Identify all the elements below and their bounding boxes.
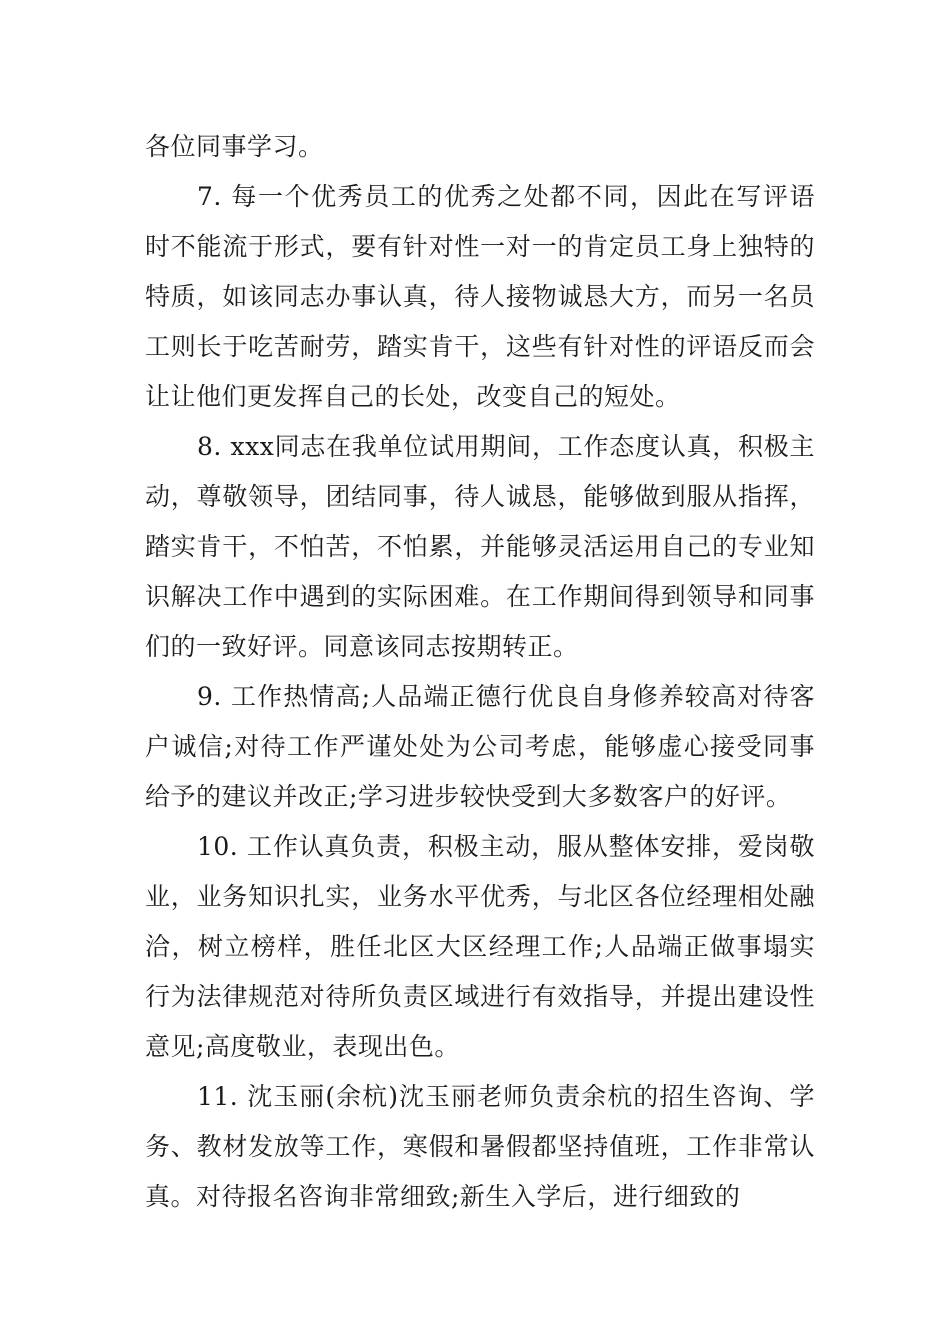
paragraph-item-8: 8. xxx同志在我单位试用期间，工作态度认真，积极主动，尊敬领导，团结同事，待人诚恳，能够做到服从指挥，踏实肯干，不怕苦，不怕累，并能够灵活运用自己的专业知识解决工作中遇到的实际困难。在工作期间得到领导和同事们的一致好评。同意该同志按期转正。 xyxy=(145,432,815,661)
paragraph-item-9: 9. 工作热情高;人品端正德行优良自身修养较高对待客户诚信;对待工作严谨处处为公司考虑，能够虚心接受同事给予的建议并改正;学习进步较快受到大多数客户的好评。 xyxy=(145,682,815,811)
paragraph-item-7: 7. 每一个优秀员工的优秀之处都不同，因此在写评语时不能流于形式，要有针对性一对一的肯定员工身上独特的特质，如该同志办事认真，待人接物诚恳大方，而另一名员工则长于吃苦耐劳，踏实肯干，这些有针对性的评语反而会让让他们更发挥自己的长处，改变自己的短处。 xyxy=(145,182,815,411)
paragraph-item-11: 11. 沈玉丽(余杭)沈玉丽老师负责余杭的招生咨询、学务、教材发放等工作，寒假和暑假都坚持值班，工作非常认真。对待报名咨询非常细致;新生入学后，进行细致的 xyxy=(145,1082,815,1211)
paragraph-continuation: 各位同事学习。 xyxy=(145,132,324,161)
paragraph-item-10: 10. 工作认真负责，积极主动，服从整体安排，爱岗敬业，业务知识扎实，业务水平优秀，与北区各位经理相处融洽，树立榜样，胜任北区大区经理工作;人品端正做事塌实行为法律规范对待所负责区域进行有效指导，并提出建设性意见;高度敬业，表现出色。 xyxy=(145,832,815,1061)
document-body xyxy=(145,122,815,1222)
